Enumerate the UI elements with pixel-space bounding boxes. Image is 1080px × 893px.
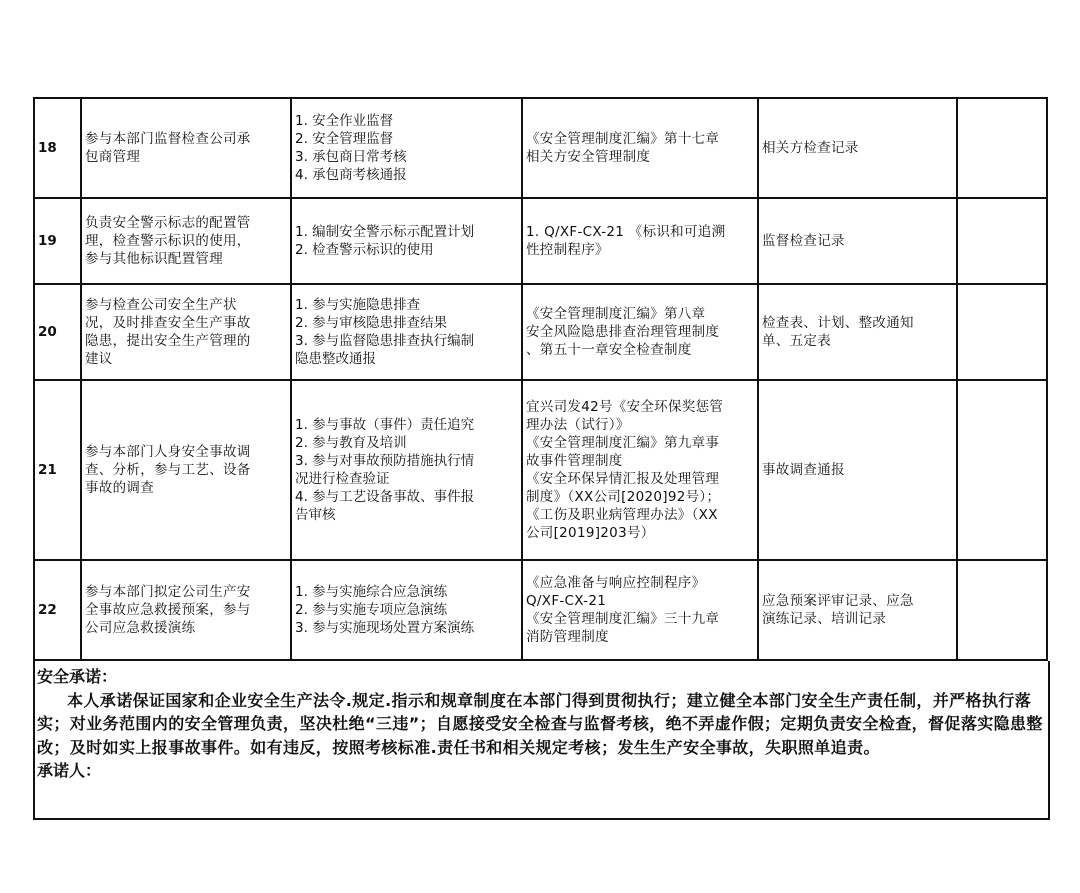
signature-label: 承诺人： xyxy=(37,761,102,780)
basis-line: 《安全环保异情汇报及处理管理 xyxy=(526,471,720,487)
task-list-cell xyxy=(291,98,522,198)
row-number: 20 xyxy=(34,284,81,380)
task-item: 3. 参与对事故预防措施执行情 xyxy=(295,453,475,469)
duty-line: 参与检查公司安全生产状 xyxy=(85,297,237,313)
remark-cell xyxy=(957,380,1047,560)
record-cell xyxy=(758,98,957,198)
task-item: 4. 承包商考核通报 xyxy=(295,167,407,183)
task-list-cell xyxy=(291,198,522,284)
task-item: 1. 编制安全警示标示配置计划 xyxy=(295,224,475,240)
duty-cell xyxy=(81,198,291,284)
task-item: 3. 承包商日常考核 xyxy=(295,149,407,165)
basis-cell xyxy=(522,284,758,380)
commitment-body: 本人承诺保证国家和企业安全生产法令.规定.指示和规章制度在本部门得到贯彻执行；建立健全本部门安全生产责任制，并严格执行落实；对业务范围内的安全管理负责，坚决杜绝“三违”；自愿接受安全检查与监督考核，绝不弄虚作假；定期负责安全检查，督促落实隐患整改；及时如实上报事故事件。如有违反，按照考核标准.责任书和相关规定考核；发生生产安全事故，失职照单追责。 xyxy=(37,690,1043,757)
row-number: 18 xyxy=(34,98,81,198)
duty-line: 全事故应急救援预案，参与 xyxy=(85,602,251,618)
table-row xyxy=(34,98,1047,198)
task-item: 2. 检查警示标识的使用 xyxy=(295,242,434,258)
duty-line: 查、分析，参与工艺、设备 xyxy=(85,462,251,478)
task-item: 隐患整改通报 xyxy=(295,351,376,367)
table-row xyxy=(34,380,1047,560)
task-item: 1. 安全作业监督 xyxy=(295,113,394,129)
basis-line: 1. Q/XF-CX-21 《标识和可追溯 xyxy=(526,224,726,240)
task-item: 1. 参与实施隐患排查 xyxy=(295,297,421,313)
basis-cell xyxy=(522,560,758,660)
responsibility-document xyxy=(33,97,1050,820)
basis-line: 故事件管理制度 xyxy=(526,453,623,469)
safety-commitment xyxy=(33,661,1050,820)
record-line: 监督检查记录 xyxy=(762,233,845,249)
record-cell xyxy=(758,284,957,380)
duty-cell xyxy=(81,380,291,560)
task-item: 4. 参与工艺设备事故、事件报 xyxy=(295,489,475,505)
basis-line: 性控制程序》 xyxy=(526,242,609,258)
remark-cell xyxy=(957,98,1047,198)
duty-line: 公司应急救援演练 xyxy=(85,620,196,636)
basis-line: 《应急准备与响应控制程序》 xyxy=(526,575,706,591)
responsibility-table xyxy=(33,97,1048,661)
table-row xyxy=(34,198,1047,284)
basis-line: 、第五十一章安全检查制度 xyxy=(526,342,692,358)
record-cell xyxy=(758,560,957,660)
duty-line: 参与其他标识配置管理 xyxy=(85,251,223,267)
duty-cell xyxy=(81,560,291,660)
row-number: 21 xyxy=(34,380,81,560)
table-row xyxy=(34,284,1047,380)
duty-line: 理，检查警示标识的使用， xyxy=(85,233,251,249)
basis-cell xyxy=(522,198,758,284)
basis-line: Q/XF-CX-21 xyxy=(526,593,607,609)
basis-line: 公司[2019]203号） xyxy=(526,525,655,541)
duty-line: 建议 xyxy=(85,351,113,367)
commitment-title: 安全承诺： xyxy=(37,667,118,686)
basis-cell xyxy=(522,380,758,560)
task-item: 2. 参与实施专项应急演练 xyxy=(295,602,448,618)
basis-line: 《安全管理制度汇编》三十九章 xyxy=(526,611,720,627)
basis-line: 相关方安全管理制度 xyxy=(526,149,651,165)
task-item: 1. 参与事故（事件）责任追究 xyxy=(295,417,475,433)
duty-line: 参与本部门拟定公司生产安 xyxy=(85,584,251,600)
record-line: 检查表、计划、整改通知 xyxy=(762,315,914,331)
task-list-cell xyxy=(291,380,522,560)
task-item: 2. 安全管理监督 xyxy=(295,131,394,147)
record-line: 演练记录、培训记录 xyxy=(762,611,887,627)
task-item: 3. 参与监督隐患排查执行编制 xyxy=(295,333,475,349)
basis-line: 《安全管理制度汇编》第八章 xyxy=(526,306,706,322)
remark-cell xyxy=(957,284,1047,380)
duty-line: 事故的调查 xyxy=(85,480,154,496)
record-line: 事故调查通报 xyxy=(762,462,845,478)
record-line: 单、五定表 xyxy=(762,333,831,349)
table-row xyxy=(34,560,1047,660)
record-cell xyxy=(758,380,957,560)
duty-line: 况，及时排查安全生产事故 xyxy=(85,315,251,331)
task-item: 2. 参与审核隐患排查结果 xyxy=(295,315,448,331)
basis-line: 安全风险隐患排查治理管理制度 xyxy=(526,324,720,340)
remark-cell xyxy=(957,560,1047,660)
basis-line: 理办法（试行）》 xyxy=(526,417,630,433)
record-cell xyxy=(758,198,957,284)
basis-line: 消防管理制度 xyxy=(526,629,609,645)
task-item: 告审核 xyxy=(295,507,336,523)
duty-cell xyxy=(81,284,291,380)
table-body xyxy=(34,98,1047,660)
duty-line: 负责安全警示标志的配置管 xyxy=(85,215,251,231)
remark-cell xyxy=(957,198,1047,284)
record-line: 相关方检查记录 xyxy=(762,140,859,156)
duty-line: 参与本部门人身安全事故调 xyxy=(85,444,251,460)
duty-cell xyxy=(81,98,291,198)
task-item: 况进行检查验证 xyxy=(295,471,390,487)
task-item: 3. 参与实施现场处置方案演练 xyxy=(295,620,475,636)
row-number: 19 xyxy=(34,198,81,284)
record-line: 应急预案评审记录、应急 xyxy=(762,593,914,609)
duty-line: 隐患，提出安全生产管理的 xyxy=(85,333,251,349)
row-number: 22 xyxy=(34,560,81,660)
basis-line: 宜兴司发42号《安全环保奖惩管 xyxy=(526,399,724,415)
basis-line: 《安全管理制度汇编》第九章事 xyxy=(526,435,720,451)
basis-line: 《工伤及职业病管理办法》（XX xyxy=(526,507,718,523)
duty-line: 包商管理 xyxy=(85,149,141,165)
task-item: 2. 参与教育及培训 xyxy=(295,435,407,451)
task-list-cell xyxy=(291,560,522,660)
basis-cell xyxy=(522,98,758,198)
basis-line: 制度》（XX公司[2020]92号）； xyxy=(526,489,721,505)
task-item: 1. 参与实施综合应急演练 xyxy=(295,584,448,600)
task-list-cell xyxy=(291,284,522,380)
basis-line: 《安全管理制度汇编》第十七章 xyxy=(526,131,720,147)
duty-line: 参与本部门监督检查公司承 xyxy=(85,131,251,147)
